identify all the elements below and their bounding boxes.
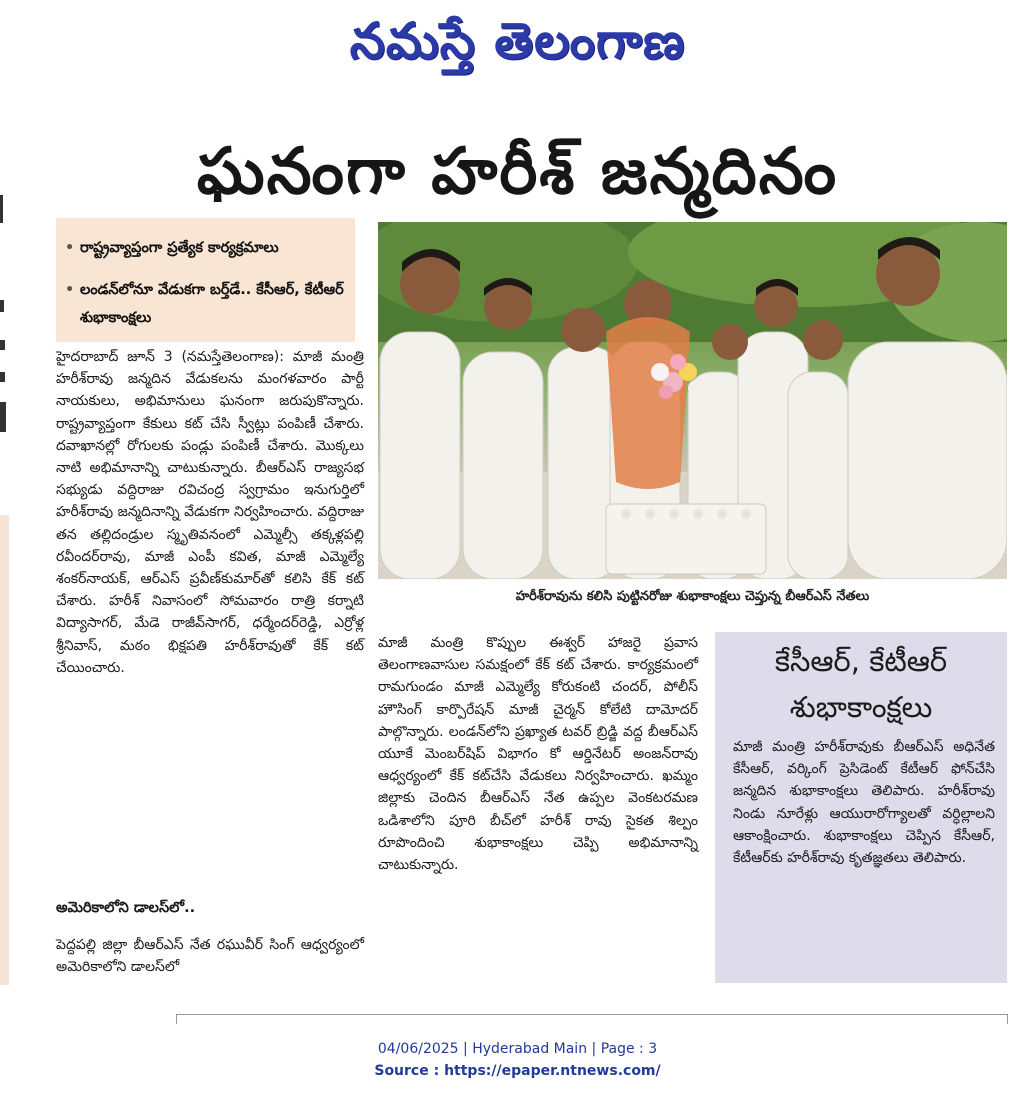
footer: [0, 1038, 1035, 1082]
edge-fragment: [0, 300, 4, 312]
article-paragraph: పెద్దపల్లి జిల్లా బీఆర్‌ఎస్ నేత రఘువీర్ సింగ్ ఆధ్వర్యంలో అమెరికాలోని డాలస్‌లో: [56, 937, 364, 976]
sidebox: [715, 632, 1007, 983]
news-photo: [378, 222, 1007, 579]
edge-fragment: [0, 372, 5, 382]
edge-fragment: [0, 340, 5, 350]
highlights-box: [56, 218, 355, 342]
highlight-text: లండన్‌లోనూ వేడుకగా బర్త్‌డే.. కేసీఆర్, కేటీఆర్ శుభాకాంక్షలు: [80, 282, 344, 326]
article-paragraph: హైదరాబాద్ జూన్ 3 (నమస్తేతెలంగాణ): మాజీ మంత్రి హరీశ్‌రావు జన్మదిన వేడుకలను మంగళవారం పార్టీ నాయకులు, అభిమానులు ఘనంగా జరుపుకొన్నారు. రాష్ట్రవ్యాప్తంగా కేకులు కట్ చేసి స్వీట్లు పంపిణీ చేశారు. దవాఖానల్లో రోగులకు పండ్లు పంపిణీ చేశారు. మొక్కలు నాటి అభిమానాన్ని చాటుకున్నారు. బీఆర్‌ఎస్ రాజ్యసభ సభ్యుడు వద్దిరాజు రవిచంద్ర స్వగ్రామం ఇనుగుర్తిలో హరీశ్‌రావు జన్మదినాన్ని వేడుకగా నిర్వహించారు. వద్దిరాజు తన తల్లిదండ్రుల స్మృతివనంలో ఎమ్మెల్సీ తక్కళ్లపల్లి రవీందర్‌రావు, మాజీ ఎంపీ కవిత, మాజీ ఎమ్మెల్యే శంకర్‌నాయక్, ఆర్‌ఎస్ ప్రవీణ్‌కుమార్‌తో కలిసి కేక్ కట్ చేశారు. హరీశ్ నివాసంలో సోమవారం రాత్రి కర్నాటి విద్యాసాగర్, మేడె రాజీవ్‌సాగర్, ధర్మేందర్‌రెడ్డి, ఎర్రోళ్ల శ్రీనివాస్, మఠం భిక్షపతి హరీశ్‌రావుతో కేక్ కట్ చేయించారు.: [56, 349, 364, 676]
highlight-item: [56, 238, 355, 258]
article-column-1: [56, 346, 364, 679]
edge-tint: [0, 515, 9, 985]
footer-edition-line: 04/06/2025 | Hyderabad Main | Page : 3: [377, 1041, 658, 1057]
footer-rule-right: [1007, 1014, 1008, 1024]
article-column-1-continued: [56, 934, 364, 978]
sidebox-paragraph: మాజీ మంత్రి హరీశ్‌రావుకు బీఆర్‌ఎస్ అధినేత కేసీఆర్, వర్కింగ్ ప్రెసిడెంట్ కేటీఆర్ ఫోన్‌చేసి జన్మదిన శుభాకాంక్షలు తెలిపారు. హరీశ్‌రావు నిండు నూరేళ్లు ఆయురారోగ్యాలతో వర్ధిల్లాలని ఆకాంక్షించారు. శుభాకాంక్షలు చెప్పిన కేసీఆర్, కేటీఆర్‌కు హరీశ్‌రావు కృతజ్ఞతలు తెలిపారు.: [733, 739, 995, 867]
article-subhead: అమెరికాలోని డాలస్‌లో..: [56, 900, 196, 916]
footer-rule-left: [176, 1014, 177, 1024]
article-column-2: [378, 632, 698, 876]
highlight-item: [56, 276, 355, 332]
page-headline: ఘనంగా హరీశ్ జన్మదినం: [196, 135, 839, 209]
sidebox-title: కేసీఆర్, కేటీఆర్ శుభాకాంక్షలు: [774, 644, 948, 724]
footer-rule: [176, 1014, 1008, 1015]
edge-fragment: [0, 402, 6, 432]
photo-caption: హరీశ్‌రావును కలిసి పుట్టినరోజు శుభాకాంక్షలు చెప్తున్న బీఆర్‌ఎస్ నేతలు: [515, 589, 870, 604]
sidebox-text: [733, 736, 995, 869]
bullet-icon: •: [65, 282, 75, 298]
article-paragraph: మాజీ మంత్రి కొప్పుల ఈశ్వర్ హాజరై ప్రవాస తెలంగాణవాసుల సమక్షంలో కేక్ కట్ చేశారు. కార్యక్రమంలో రామగుండం మాజీ ఎమ్మెల్యే కోరుకంటి చందర్, పోలీస్ హౌసింగ్ కార్పొరేషన్ మాజీ చైర్మన్ కోలేటి దామోదర్ పాల్గొన్నారు. లండన్‌లోని ప్రఖ్యాత టవర్ బ్రిడ్జి వద్ద బీఆర్‌ఎస్ యూకే మెంబర్‌షిప్ విభాగం కో ఆర్డినేటర్ అంజన్‌రావు ఆధ్వర్యంలో కేక్ కట్‌చేసి వేడుకలు నిర్వహించారు. ఖమ్మం జిల్లాకు చెందిన బీఆర్‌ఎస్ నేత ఉప్పల వెంకటరమణ ఒడిశాలోని పూరి బీచ్‌లో హరీశ్ రావు సైకత శిల్పం రూపొందించి శుభాకాంక్షలు చెప్పి అభిమానాన్ని చాటుకున్నారు.: [378, 635, 698, 874]
edge-fragment: [0, 195, 3, 223]
highlight-text: రాష్ట్రవ్యాప్తంగా ప్రత్యేక కార్యక్రమాలు: [80, 240, 279, 256]
bullet-icon: •: [65, 240, 75, 256]
masthead-title: నమస్తే తెలంగాణ: [349, 12, 686, 70]
footer-source-line: Source : https://epaper.ntnews.com/: [374, 1063, 661, 1079]
photo-illustration: [378, 222, 1007, 579]
